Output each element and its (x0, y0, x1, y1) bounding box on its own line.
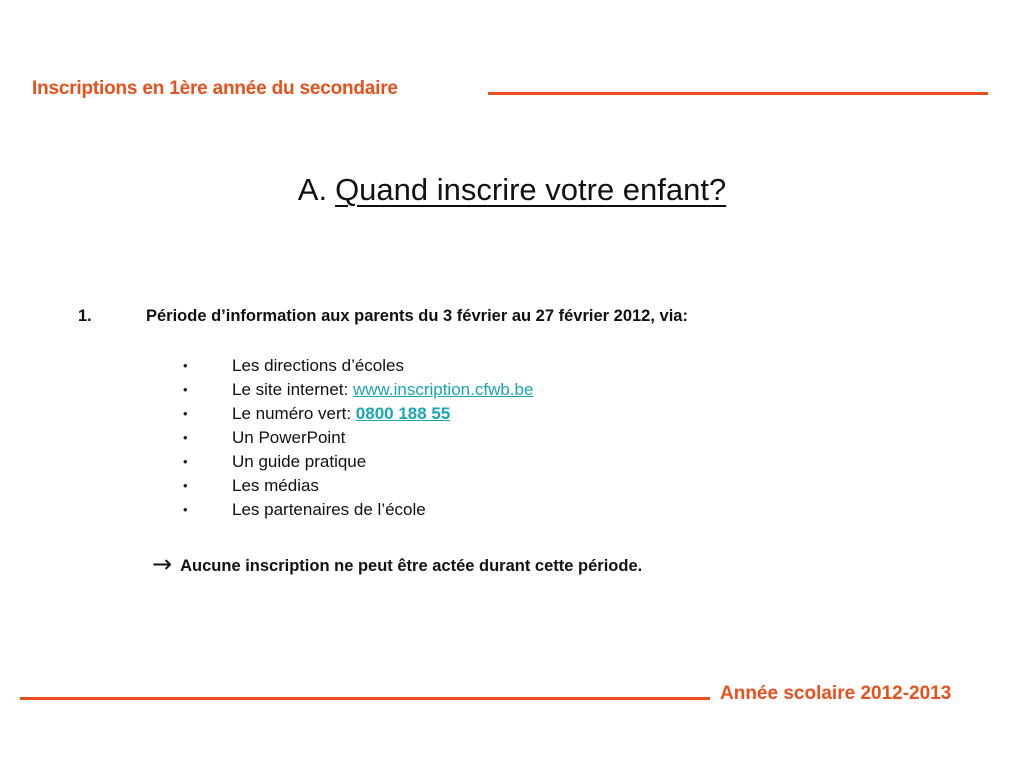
list-item-text (232, 402, 450, 426)
list-item-text: Les médias (232, 476, 319, 495)
footer-divider (20, 697, 710, 700)
slide-title-main: Quand inscrire votre enfant? (335, 172, 727, 207)
section-text: Période d’information aux parents du 3 février au 27 février 2012, via: (146, 307, 688, 325)
bullet-icon: • (183, 430, 188, 445)
slide-title (0, 172, 1024, 208)
footer-label: Année scolaire 2012-2013 (720, 683, 952, 704)
slide-title-prefix: A. (297, 172, 328, 207)
section-number: 1. (78, 307, 92, 325)
bullet-icon: • (183, 502, 188, 517)
list-item-text: Un guide pratique (232, 452, 367, 471)
bullet-icon: • (183, 406, 188, 421)
website-label: Le site internet: (232, 380, 353, 399)
list-item-text (232, 378, 533, 402)
list-item-text: Les partenaires de l’école (232, 500, 426, 519)
bullet-icon: • (183, 454, 188, 469)
bullet-icon: • (183, 358, 188, 373)
header-title: Inscriptions en 1ère année du secondaire (32, 78, 398, 99)
website-link[interactable]: www.inscription.cfwb.be (352, 380, 534, 399)
bullet-icon: • (183, 382, 188, 397)
header-divider (488, 92, 988, 95)
arrow-right-icon: → (152, 550, 173, 578)
bullet-icon: • (183, 478, 188, 493)
phone-link[interactable]: 0800 188 55 (355, 404, 451, 423)
list-item-text: Un PowerPoint (232, 428, 346, 447)
registration-note (152, 550, 642, 578)
list-item-text: Les directions d’écoles (232, 356, 404, 375)
note-text: Aucune inscription ne peut être actée durant cette période. (180, 557, 643, 575)
phone-label: Le numéro vert: (232, 404, 356, 423)
